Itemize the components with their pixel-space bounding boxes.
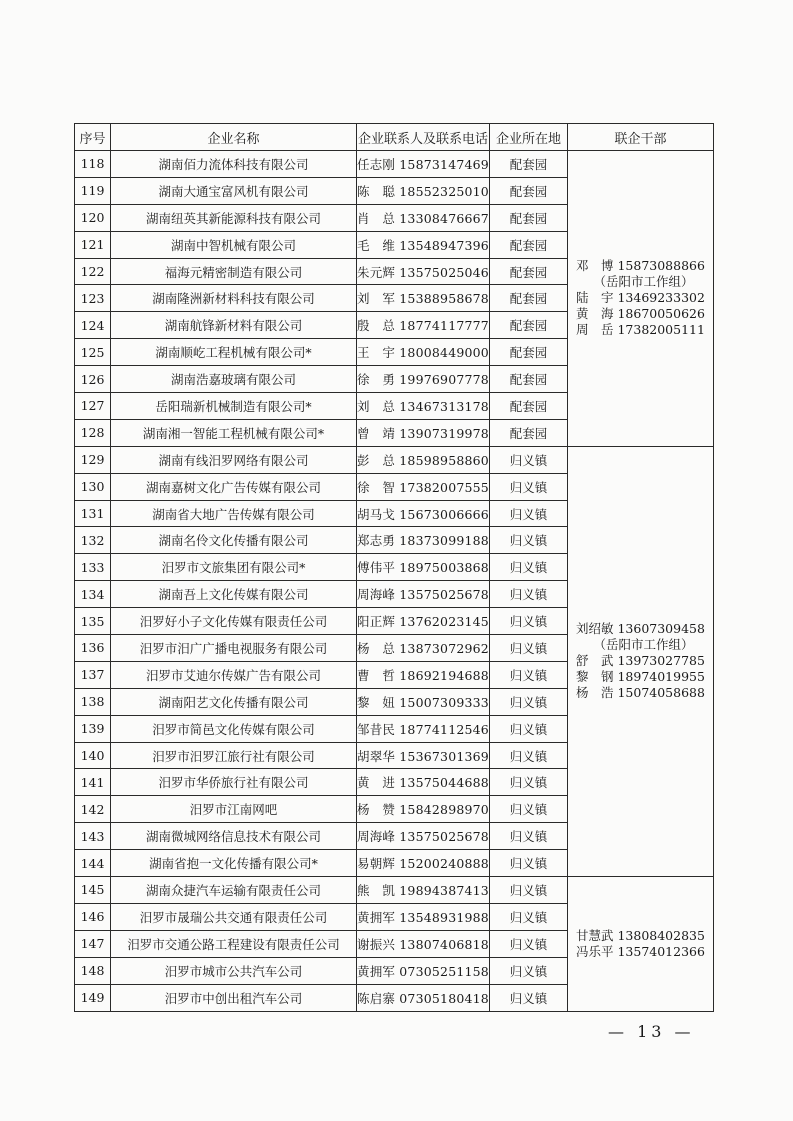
liaison-cadre-line: 甘慧武 13808402835 [575,927,705,943]
contact-cell: 熊 凯 19894387413 [357,877,490,904]
contact-cell: 郑志勇 18373099188 [357,527,490,554]
enterprise-name-cell: 汨罗市汨广广播电视服务有限公司 [111,635,357,662]
enterprise-name-cell: 湖南众捷汽车运输有限责任公司 [111,877,357,904]
serial-number-cell: 128 [75,419,111,446]
header-contact: 企业联系人及联系电话 [357,124,490,151]
header-serial-number: 序号 [75,124,111,151]
enterprise-name-cell: 汨罗市艾迪尔传媒广告有限公司 [111,661,357,688]
serial-number-cell: 133 [75,554,111,581]
enterprise-name-cell: 汨罗市文旅集团有限公司* [111,554,357,581]
location-cell: 归义镇 [489,473,567,500]
location-cell: 归义镇 [489,500,567,527]
contact-cell: 彭 总 18598958860 [357,446,490,473]
liaison-cadre-line: 杨 浩 15074058688 [575,685,705,701]
contact-cell: 刘 总 13467313178 [357,393,490,420]
serial-number-cell: 123 [75,285,111,312]
location-cell: 归义镇 [489,608,567,635]
contact-cell: 刘 军 15388958678 [357,285,490,312]
liaison-cadre-cell [567,446,713,876]
liaison-cadre-line: 陆 宇 13469233302 [575,290,705,306]
liaison-cadre-line: 黎 钢 18974019955 [575,669,705,685]
liaison-cadre-line: 刘绍敏 13607309458 [575,621,705,637]
location-cell: 配套园 [489,151,567,178]
enterprise-name-cell: 湖南中智机械有限公司 [111,231,357,258]
enterprise-name-cell: 湖南省抱一文化传播有限公司* [111,850,357,877]
serial-number-cell: 135 [75,608,111,635]
contact-cell: 曾 靖 13907319978 [357,419,490,446]
location-cell: 配套园 [489,204,567,231]
contact-cell: 胡翠华 15367301369 [357,742,490,769]
enterprise-name-cell: 湖南嘉树文化广告传媒有限公司 [111,473,357,500]
enterprise-name-cell: 福海元精密制造有限公司 [111,258,357,285]
serial-number-cell: 131 [75,500,111,527]
enterprise-name-cell: 汨罗好小子文化传媒有限责任公司 [111,608,357,635]
location-cell: 配套园 [489,419,567,446]
serial-number-cell: 119 [75,177,111,204]
liaison-cadre-line: 黄 海 18670050626 [575,306,705,322]
serial-number-cell: 145 [75,877,111,904]
header-location: 企业所在地 [489,124,567,151]
liaison-cadre-cell [567,877,713,1011]
enterprise-name-cell: 湖南名伶文化传播有限公司 [111,527,357,554]
location-cell: 配套园 [489,258,567,285]
table-body [75,151,714,1012]
contact-cell: 任志刚 15873147469 [357,151,490,178]
contact-cell: 易朝辉 15200240888 [357,850,490,877]
serial-number-cell: 149 [75,984,111,1011]
enterprise-name-cell: 湖南航锋新材料有限公司 [111,312,357,339]
location-cell: 归义镇 [489,715,567,742]
contact-cell: 黄拥军 13548931988 [357,903,490,930]
location-cell: 归义镇 [489,850,567,877]
enterprise-name-cell: 湖南吾上文化传媒有限公司 [111,581,357,608]
liaison-cadre-line: 冯乐平 13574012366 [575,943,705,959]
enterprise-name-cell: 湖南佰力流体科技有限公司 [111,151,357,178]
enterprise-name-cell: 湖南阳艺文化传播有限公司 [111,688,357,715]
contact-cell: 周海峰 13575025678 [357,823,490,850]
enterprise-name-cell: 湖南微城网络信息技术有限公司 [111,823,357,850]
table-header-row [75,124,714,151]
enterprise-name-cell: 湖南有线汨罗网络有限公司 [111,446,357,473]
location-cell: 归义镇 [489,554,567,581]
serial-number-cell: 125 [75,339,111,366]
serial-number-cell: 136 [75,635,111,662]
location-cell: 配套园 [489,231,567,258]
serial-number-cell: 147 [75,930,111,957]
serial-number-cell: 139 [75,715,111,742]
location-cell: 配套园 [489,312,567,339]
serial-number-cell: 142 [75,796,111,823]
serial-number-cell: 129 [75,446,111,473]
contact-cell: 杨 赞 15842898970 [357,796,490,823]
enterprise-name-cell: 湖南浩嘉玻璃有限公司 [111,366,357,393]
contact-cell: 殷 总 18774117777 [357,312,490,339]
serial-number-cell: 138 [75,688,111,715]
serial-number-cell: 144 [75,850,111,877]
table-row [75,877,714,904]
serial-number-cell: 124 [75,312,111,339]
contact-cell: 黄拥军 07305251158 [357,957,490,984]
serial-number-cell: 146 [75,903,111,930]
contact-cell: 陈启寨 07305180418 [357,984,490,1011]
enterprise-table [74,123,714,1012]
serial-number-cell: 126 [75,366,111,393]
enterprise-name-cell: 汨罗市简邑文化传媒有限公司 [111,715,357,742]
contact-cell: 杨 总 13873072962 [357,635,490,662]
location-cell: 归义镇 [489,984,567,1011]
contact-cell: 黎 妞 15007309333 [357,688,490,715]
serial-number-cell: 127 [75,393,111,420]
location-cell: 归义镇 [489,688,567,715]
serial-number-cell: 141 [75,769,111,796]
serial-number-cell: 137 [75,661,111,688]
contact-cell: 谢振兴 13807406818 [357,930,490,957]
location-cell: 配套园 [489,285,567,312]
location-cell: 配套园 [489,393,567,420]
contact-cell: 黄 进 13575044688 [357,769,490,796]
serial-number-cell: 132 [75,527,111,554]
contact-cell: 徐 智 17382007555 [357,473,490,500]
contact-cell: 肖 总 13308476667 [357,204,490,231]
header-liaison-cadre: 联企干部 [567,124,713,151]
enterprise-name-cell: 汨罗市汨罗江旅行社有限公司 [111,742,357,769]
liaison-cadre-line: （岳阳市工作组） [593,274,694,290]
page-number: — 13 — [608,1022,695,1041]
location-cell: 归义镇 [489,769,567,796]
liaison-cadre-line: 周 岳 17382005111 [575,322,705,338]
enterprise-name-cell: 湖南湘一智能工程机械有限公司* [111,419,357,446]
contact-cell: 周海峰 13575025678 [357,581,490,608]
liaison-cadre-line: （岳阳市工作组） [593,637,694,653]
contact-cell: 胡马戈 15673006666 [357,500,490,527]
contact-cell: 邹昔民 18774112546 [357,715,490,742]
location-cell: 归义镇 [489,635,567,662]
enterprise-name-cell: 湖南隆洲新材料科技有限公司 [111,285,357,312]
enterprise-name-cell: 岳阳瑞新机械制造有限公司* [111,393,357,420]
serial-number-cell: 140 [75,742,111,769]
contact-cell: 徐 勇 19976907778 [357,366,490,393]
serial-number-cell: 148 [75,957,111,984]
liaison-cadre-cell [567,151,713,447]
location-cell: 归义镇 [489,823,567,850]
contact-cell: 毛 维 13548947396 [357,231,490,258]
table-row [75,446,714,473]
contact-cell: 陈 聪 18552325010 [357,177,490,204]
location-cell: 归义镇 [489,446,567,473]
location-cell: 配套园 [489,177,567,204]
enterprise-name-cell: 湖南大通宝富风机有限公司 [111,177,357,204]
location-cell: 归义镇 [489,877,567,904]
enterprise-name-cell: 汨罗市中创出租汽车公司 [111,984,357,1011]
serial-number-cell: 143 [75,823,111,850]
serial-number-cell: 134 [75,581,111,608]
contact-cell: 傅伟平 18975003868 [357,554,490,581]
location-cell: 归义镇 [489,796,567,823]
enterprise-name-cell: 汨罗市华侨旅行社有限公司 [111,769,357,796]
contact-cell: 阳正辉 13762023145 [357,608,490,635]
serial-number-cell: 121 [75,231,111,258]
enterprise-name-cell: 湖南顺屹工程机械有限公司* [111,339,357,366]
enterprise-name-cell: 湖南纽英其新能源科技有限公司 [111,204,357,231]
location-cell: 归义镇 [489,661,567,688]
enterprise-name-cell: 汨罗市江南网吧 [111,796,357,823]
location-cell: 配套园 [489,366,567,393]
contact-cell: 曹 哲 18692194688 [357,661,490,688]
serial-number-cell: 130 [75,473,111,500]
liaison-cadre-line: 舒 武 13973027785 [575,653,705,669]
enterprise-name-cell: 汨罗市晟瑞公共交通有限责任公司 [111,903,357,930]
location-cell: 归义镇 [489,957,567,984]
location-cell: 归义镇 [489,930,567,957]
serial-number-cell: 118 [75,151,111,178]
serial-number-cell: 122 [75,258,111,285]
liaison-cadre-line: 邓 博 15873088866 [575,258,705,274]
contact-cell: 朱元辉 13575025046 [357,258,490,285]
location-cell: 归义镇 [489,581,567,608]
header-enterprise-name: 企业名称 [111,124,357,151]
serial-number-cell: 120 [75,204,111,231]
contact-cell: 王 宇 18008449000 [357,339,490,366]
enterprise-name-cell: 汨罗市交通公路工程建设有限责任公司 [111,930,357,957]
enterprise-name-cell: 湖南省大地广告传媒有限公司 [111,500,357,527]
table-row [75,151,714,178]
location-cell: 归义镇 [489,903,567,930]
location-cell: 归义镇 [489,527,567,554]
location-cell: 配套园 [489,339,567,366]
location-cell: 归义镇 [489,742,567,769]
enterprise-name-cell: 汨罗市城市公共汽车公司 [111,957,357,984]
